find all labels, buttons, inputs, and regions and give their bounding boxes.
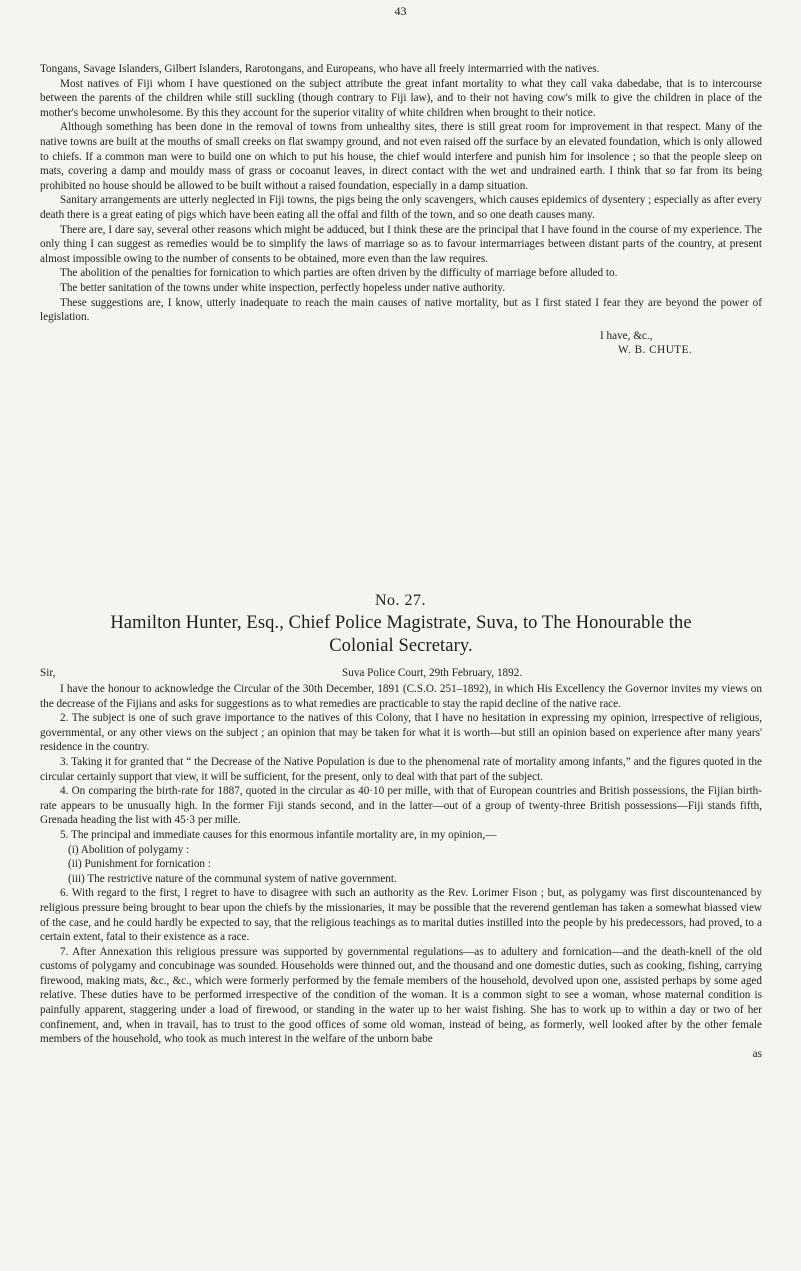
paragraph: 4. On comparing the birth-rate for 1887, quoted in the circular as 40·10 per mille, with that of European countries and British possessions, the Fijian birth-rate appears to be unusually high. In the former Fiji stands second, and in the latter—out of a group of twenty-three British possessions—Fiji stands fifth, Grenada heading the list with 45·3 per mille. — [40, 785, 762, 827]
paragraph: The abolition of the penalties for fornication to which parties are often driven by the difficulty of marriage before alluded to. — [60, 267, 618, 280]
paragraph: 5. The principal and immediate causes for this enormous infantile mortality are, in my opinion,— — [60, 828, 497, 841]
document-number: No. 27. — [374, 592, 427, 609]
list-item: (ii) Punishment for fornication : — [68, 858, 211, 871]
list-item: (i) Abolition of polygamy : — [68, 843, 190, 856]
paragraph: 7. After Annexation this religious pressure was supported by governmental regulations—as to adultery and fornication—and the death-knell of the old customs of polygamy and concubinage was sounded. Households were thinned out, and the thousand and one domestic duties, such as cooking, fishing, carrying firewood, making mats, &c., &c., which were formerly performed by the female members of the household, devolved upon one, assisted perhaps by some aged relative. These duties have to be performed irrespective of the condition of the woman. It is a common sight to see a woman, whose maternal condition is painfully apparent, staggering under a load of firewood, or standing in the water up to her waist fishing. She has to work up to within a day or two of her confinement, and, when in travail, has to trust to the good offices of some old woman, instead of being, as formerly, well looked after by the other female members of the household, who took as much interest in the welfare of the unborn babe — [40, 945, 762, 1046]
paragraph: The better sanitation of the towns under white inspection, perfectly hopeless under native authority. — [60, 281, 506, 294]
salutation: Sir, — [40, 667, 56, 679]
paragraph: Tongans, Savage Islanders, Gilbert Islanders, Rarotongans, and Europeans, who have all freely intermarried with the natives. — [40, 63, 600, 75]
signature: W. B. CHUTE. — [618, 344, 693, 357]
list-item: (iii) The restrictive nature of the communal system of native government. — [68, 872, 397, 885]
paragraph: Sanitary arrangements are utterly neglected in Fiji towns, the pigs being the only scavengers, which causes epidemics of dysentery ; especially as after every death there is a great eating of pigs which have been eating all the offal and filth of the town, and so one death causes many. — [40, 194, 762, 221]
paragraph: I have the honour to acknowledge the Circular of the 30th December, 1891 (C.S.O. 251–1892), in which His Excellency the Governor invites my views on the decrease of the Fijians and asks for suggestions as to what remedies are practicable to stay the rapid decline of the native race. — [40, 683, 762, 710]
paragraph: 3. Taking it for granted that “ the Decrease of the Native Population is due to the phenomenal rate of mortality among infants,” and the figures quoted in the circular certainly support that view, it will be sufficient, for the present, only to deal with that part of the subject. — [40, 755, 762, 783]
catchword: as — [752, 1047, 762, 1060]
paragraph: Although something has been done in the removal of towns from unhealthy sites, there is still great room for improvement in that respect. Many of the native towns are built at the mouths of small creeks on flat swampy ground, and not even raised off the surface by an elevated foundation, which is only allowed to chiefs. If a common man were to build one on which to put his house, the chief would interfere and punish him for insolence ; so that the people sleep on mats, covering a damp and mouldy mass of grass or cocoanut leaves, in direct contact with the wet and undrained earth. I think that so far from its being prohibited no house should be allowed to be built without a raised foundation, especially in a damp situation. — [40, 121, 762, 192]
letter-2-body-a — [40, 682, 762, 1061]
paragraph: These suggestions are, I know, utterly inadequate to reach the main causes of native mortality, but as I first stated I fear they are beyond the power of legislation. — [40, 296, 762, 324]
heading-line: Colonial Secretary. — [329, 636, 473, 656]
paragraph: 6. With regard to the first, I regret to have to disagree with such an authority as the Rev. Lorimer Fison ; but, as polygamy was first discountenanced by religious pressure being brought to bear upon the chiefs by the missionaries, it may be possible that the reverend gentleman has taken a somewhat biassed view of the case, and he could hardly be expected to say, that the religious teachings as to marital duties instilled into the people by his predecessors, had proved, to a certain extent, fatal to their existence as a race. — [40, 887, 762, 944]
paragraph: There are, I dare say, several other reasons which might be adduced, but I think these are the principal that I have found in the course of my experience. The only thing I can suggest as remedies would be to simplify the laws of marriage so as to favour intermarriages between distant parts of the country, at present almost impossible owing to the number of consents to be obtained, more even than the law requires. — [40, 223, 762, 265]
dateline: Suva Police Court, 29th February, 1892. — [342, 667, 523, 679]
closing: I have, &c., — [600, 329, 653, 342]
paragraph: 2. The subject is one of such grave importance to the natives of this Colony, that I have no hesitation in expressing my opinion, irrespective of religious, governmental, or any other views on the subject ; an opinion that may be taken for what it is worth—but still an opinion based on experience after many years' residence in the country. — [40, 712, 762, 754]
salutation-row — [40, 667, 762, 679]
letter-heading — [40, 612, 762, 658]
paragraph: Most natives of Fiji whom I have questioned on the subject attribute the great infant mortality to what they call vaka dabedabe, that is to intercourse between the parents of the children while still suckling (though contrary to Fiji law), and to their not having cow's milk to give the children in place of the mother's become unwholesome. By this they account for the superior vitality of white children when brought to their notice. — [40, 77, 762, 119]
heading-line: Hamilton Hunter, Esq., Chief Police Magistrate, Suva, to The Honourable the — [110, 613, 692, 633]
page-number: 43 — [394, 4, 407, 18]
causes-list — [40, 843, 762, 887]
letter-1-body — [40, 62, 762, 358]
